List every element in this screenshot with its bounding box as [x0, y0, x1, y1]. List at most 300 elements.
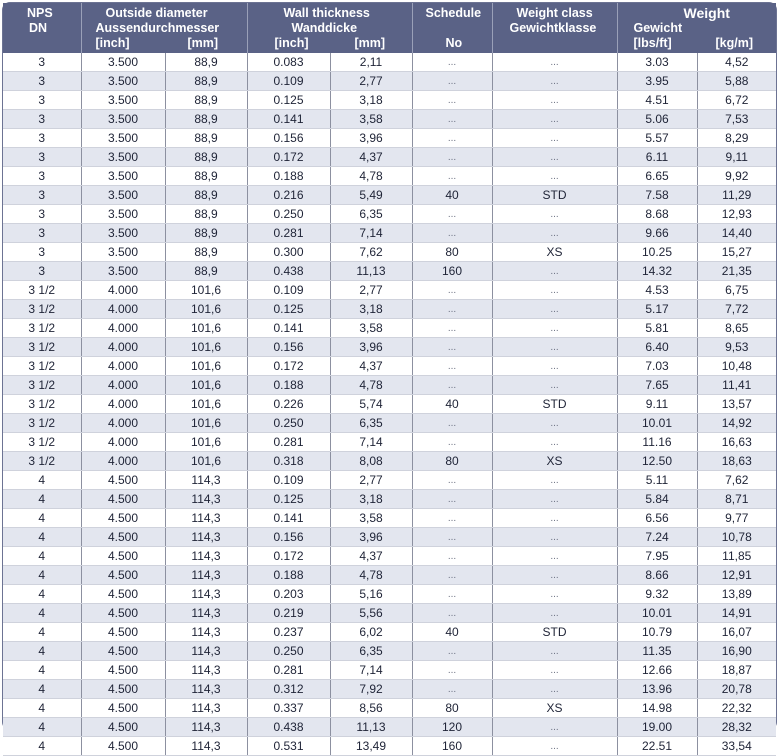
- cell-weight-class: ...: [492, 566, 617, 585]
- cell-weight-class: XS: [492, 452, 617, 471]
- table-row: [3, 680, 776, 699]
- cell-nps: 4: [3, 585, 81, 604]
- cell-weight-lbs-ft: 4.51: [617, 91, 697, 110]
- cell-weight-kg-m: 13,89: [697, 585, 776, 604]
- header-wt-inch: [inch]: [274, 36, 309, 50]
- cell-weight-class: ...: [492, 528, 617, 547]
- cell-wt-mm: 4,78: [330, 566, 412, 585]
- cell-wt-inch: 0.281: [247, 661, 330, 680]
- cell-schedule: ...: [412, 91, 492, 110]
- cell-nps: 4: [3, 737, 81, 756]
- cell-od-inch: 4.000: [81, 395, 165, 414]
- cell-wt-inch: 0.300: [247, 243, 330, 262]
- cell-od-inch: 4.500: [81, 471, 165, 490]
- cell-od-inch: 4.000: [81, 281, 165, 300]
- cell-weight-kg-m: 5,88: [697, 72, 776, 91]
- cell-wt-mm: 3,96: [330, 129, 412, 148]
- cell-wt-mm: 8,56: [330, 699, 412, 718]
- cell-nps: 3: [3, 110, 81, 129]
- cell-weight-kg-m: 8,71: [697, 490, 776, 509]
- cell-weight-class: ...: [492, 414, 617, 433]
- cell-schedule: ...: [412, 604, 492, 623]
- cell-schedule: ...: [412, 53, 492, 72]
- cell-nps: 4: [3, 490, 81, 509]
- cell-wt-mm: 3,58: [330, 319, 412, 338]
- cell-od-mm: 114,3: [165, 509, 247, 528]
- cell-od-inch: 4.500: [81, 661, 165, 680]
- cell-od-mm: 101,6: [165, 433, 247, 452]
- cell-nps: 4: [3, 566, 81, 585]
- cell-nps: 4: [3, 528, 81, 547]
- cell-wt-mm: 6,02: [330, 623, 412, 642]
- cell-schedule: ...: [412, 319, 492, 338]
- cell-weight-class: ...: [492, 509, 617, 528]
- cell-wt-mm: 7,14: [330, 224, 412, 243]
- cell-wt-inch: 0.237: [247, 623, 330, 642]
- cell-weight-class: ...: [492, 91, 617, 110]
- cell-schedule: ...: [412, 338, 492, 357]
- table-row: [3, 528, 776, 547]
- cell-weight-class: ...: [492, 281, 617, 300]
- cell-weight-kg-m: 9,11: [697, 148, 776, 167]
- cell-weight-class: STD: [492, 186, 617, 205]
- header-dn: DN: [29, 21, 48, 35]
- cell-weight-class: ...: [492, 53, 617, 72]
- cell-schedule: ...: [412, 110, 492, 129]
- header-schedule: [412, 3, 492, 53]
- cell-od-inch: 3.500: [81, 148, 165, 167]
- cell-wt-mm: 4,37: [330, 547, 412, 566]
- cell-schedule: ...: [412, 72, 492, 91]
- table-row: [3, 167, 776, 186]
- cell-od-inch: 3.500: [81, 224, 165, 243]
- cell-od-inch: 4.500: [81, 680, 165, 699]
- table-row: [3, 699, 776, 718]
- cell-od-mm: 114,3: [165, 642, 247, 661]
- cell-schedule: ...: [412, 376, 492, 395]
- cell-weight-kg-m: 6,72: [697, 91, 776, 110]
- cell-weight-kg-m: 18,87: [697, 661, 776, 680]
- cell-weight-class: ...: [492, 262, 617, 281]
- table-row: [3, 110, 776, 129]
- cell-schedule: ...: [412, 566, 492, 585]
- table-row: [3, 433, 776, 452]
- cell-nps: 4: [3, 604, 81, 623]
- cell-wt-inch: 0.141: [247, 110, 330, 129]
- cell-schedule: ...: [412, 433, 492, 452]
- cell-wt-inch: 0.188: [247, 376, 330, 395]
- cell-weight-kg-m: 7,62: [697, 471, 776, 490]
- cell-wt-mm: 7,92: [330, 680, 412, 699]
- cell-od-mm: 88,9: [165, 262, 247, 281]
- cell-weight-lbs-ft: 14.32: [617, 262, 697, 281]
- cell-od-mm: 88,9: [165, 205, 247, 224]
- cell-weight-lbs-ft: 7.95: [617, 547, 697, 566]
- cell-od-mm: 88,9: [165, 91, 247, 110]
- header-w-de: Gewicht: [633, 21, 683, 35]
- cell-nps: 3 1/2: [3, 452, 81, 471]
- table-row: [3, 566, 776, 585]
- table-row: [3, 471, 776, 490]
- cell-schedule: ...: [412, 585, 492, 604]
- cell-od-mm: 114,3: [165, 528, 247, 547]
- header-od-de: Aussendurchmesser: [95, 21, 220, 35]
- cell-od-inch: 3.500: [81, 53, 165, 72]
- cell-nps: 3: [3, 53, 81, 72]
- cell-od-inch: 3.500: [81, 262, 165, 281]
- cell-weight-class: ...: [492, 661, 617, 680]
- cell-weight-lbs-ft: 5.81: [617, 319, 697, 338]
- table-row: [3, 53, 776, 72]
- table-row: [3, 604, 776, 623]
- cell-od-inch: 4.000: [81, 357, 165, 376]
- cell-weight-kg-m: 9,92: [697, 167, 776, 186]
- cell-weight-lbs-ft: 7.58: [617, 186, 697, 205]
- cell-weight-lbs-ft: 5.17: [617, 300, 697, 319]
- cell-weight-class: ...: [492, 433, 617, 452]
- table-row: [3, 357, 776, 376]
- cell-od-inch: 3.500: [81, 129, 165, 148]
- cell-weight-kg-m: 12,91: [697, 566, 776, 585]
- cell-weight-lbs-ft: 10.01: [617, 414, 697, 433]
- cell-wt-inch: 0.188: [247, 167, 330, 186]
- cell-schedule: ...: [412, 300, 492, 319]
- cell-od-mm: 114,3: [165, 490, 247, 509]
- cell-od-inch: 4.500: [81, 623, 165, 642]
- cell-weight-class: ...: [492, 547, 617, 566]
- cell-schedule: 160: [412, 737, 492, 756]
- cell-od-inch: 4.500: [81, 737, 165, 756]
- cell-wt-inch: 0.172: [247, 148, 330, 167]
- cell-weight-kg-m: 11,29: [697, 186, 776, 205]
- cell-weight-class: ...: [492, 300, 617, 319]
- cell-weight-kg-m: 9,77: [697, 509, 776, 528]
- cell-od-inch: 4.500: [81, 642, 165, 661]
- table-row: [3, 91, 776, 110]
- cell-weight-lbs-ft: 19.00: [617, 718, 697, 737]
- cell-wt-inch: 0.281: [247, 433, 330, 452]
- cell-nps: 3 1/2: [3, 281, 81, 300]
- cell-weight-lbs-ft: 8.66: [617, 566, 697, 585]
- table-row: [3, 148, 776, 167]
- cell-weight-lbs-ft: 6.65: [617, 167, 697, 186]
- cell-weight-kg-m: 11,41: [697, 376, 776, 395]
- cell-weight-lbs-ft: 6.40: [617, 338, 697, 357]
- table-row: [3, 224, 776, 243]
- header-outside-diameter: [81, 3, 247, 53]
- cell-wt-mm: 7,62: [330, 243, 412, 262]
- cell-schedule: ...: [412, 642, 492, 661]
- cell-schedule: 80: [412, 452, 492, 471]
- cell-schedule: ...: [412, 661, 492, 680]
- header-weight-class: [492, 3, 617, 53]
- cell-wt-inch: 0.109: [247, 281, 330, 300]
- header-wall-thickness: [247, 3, 412, 53]
- cell-wt-mm: 5,74: [330, 395, 412, 414]
- cell-weight-lbs-ft: 5.57: [617, 129, 697, 148]
- cell-od-inch: 4.500: [81, 490, 165, 509]
- cell-weight-class: XS: [492, 243, 617, 262]
- cell-weight-class: ...: [492, 129, 617, 148]
- cell-weight-class: ...: [492, 224, 617, 243]
- cell-weight-kg-m: 10,78: [697, 528, 776, 547]
- cell-wt-mm: 3,96: [330, 528, 412, 547]
- cell-nps: 4: [3, 718, 81, 737]
- cell-wt-inch: 0.109: [247, 471, 330, 490]
- cell-weight-lbs-ft: 7.03: [617, 357, 697, 376]
- cell-schedule: ...: [412, 205, 492, 224]
- cell-od-mm: 114,3: [165, 661, 247, 680]
- cell-nps: 4: [3, 661, 81, 680]
- cell-weight-lbs-ft: 7.24: [617, 528, 697, 547]
- cell-weight-kg-m: 14,91: [697, 604, 776, 623]
- cell-wt-mm: 3,18: [330, 300, 412, 319]
- header-schedule-no: No: [445, 36, 463, 50]
- table-row: [3, 281, 776, 300]
- table-row: [3, 186, 776, 205]
- cell-weight-class: ...: [492, 205, 617, 224]
- cell-weight-kg-m: 16,90: [697, 642, 776, 661]
- cell-schedule: 80: [412, 243, 492, 262]
- cell-wt-mm: 4,78: [330, 376, 412, 395]
- cell-weight-class: ...: [492, 642, 617, 661]
- cell-od-mm: 114,3: [165, 680, 247, 699]
- cell-schedule: 40: [412, 186, 492, 205]
- cell-od-mm: 101,6: [165, 338, 247, 357]
- cell-od-mm: 88,9: [165, 224, 247, 243]
- table-row: [3, 642, 776, 661]
- cell-nps: 3 1/2: [3, 433, 81, 452]
- table-row: [3, 414, 776, 433]
- cell-weight-kg-m: 15,27: [697, 243, 776, 262]
- pipe-dimension-table-frame: [2, 2, 777, 753]
- cell-wt-mm: 3,18: [330, 91, 412, 110]
- cell-weight-class: ...: [492, 585, 617, 604]
- cell-weight-lbs-ft: 4.53: [617, 281, 697, 300]
- cell-weight-class: ...: [492, 604, 617, 623]
- cell-od-mm: 101,6: [165, 281, 247, 300]
- cell-weight-class: ...: [492, 718, 617, 737]
- cell-nps: 3: [3, 129, 81, 148]
- cell-weight-kg-m: 16,63: [697, 433, 776, 452]
- table-row: [3, 509, 776, 528]
- cell-weight-class: ...: [492, 737, 617, 756]
- cell-wt-mm: 7,14: [330, 433, 412, 452]
- cell-od-inch: 3.500: [81, 110, 165, 129]
- cell-nps: 3 1/2: [3, 395, 81, 414]
- cell-wt-inch: 0.226: [247, 395, 330, 414]
- cell-nps: 3: [3, 91, 81, 110]
- cell-wt-mm: 5,49: [330, 186, 412, 205]
- cell-schedule: ...: [412, 680, 492, 699]
- cell-wt-mm: 4,78: [330, 167, 412, 186]
- cell-schedule: ...: [412, 547, 492, 566]
- cell-schedule: 120: [412, 718, 492, 737]
- cell-wt-inch: 0.125: [247, 490, 330, 509]
- cell-weight-class: STD: [492, 623, 617, 642]
- table-row: [3, 129, 776, 148]
- cell-wt-inch: 0.250: [247, 414, 330, 433]
- cell-schedule: 40: [412, 623, 492, 642]
- cell-nps: 3 1/2: [3, 319, 81, 338]
- cell-nps: 3 1/2: [3, 357, 81, 376]
- cell-schedule: ...: [412, 471, 492, 490]
- cell-od-inch: 4.000: [81, 452, 165, 471]
- cell-wt-mm: 13,49: [330, 737, 412, 756]
- cell-wt-mm: 2,77: [330, 72, 412, 91]
- cell-od-mm: 114,3: [165, 718, 247, 737]
- cell-wt-mm: 3,18: [330, 490, 412, 509]
- cell-od-mm: 88,9: [165, 53, 247, 72]
- cell-nps: 3 1/2: [3, 414, 81, 433]
- cell-wt-inch: 0.250: [247, 642, 330, 661]
- cell-wt-inch: 0.250: [247, 205, 330, 224]
- cell-wt-inch: 0.438: [247, 718, 330, 737]
- table-row: [3, 319, 776, 338]
- table-row: [3, 243, 776, 262]
- cell-weight-lbs-ft: 10.25: [617, 243, 697, 262]
- cell-schedule: ...: [412, 167, 492, 186]
- cell-wt-inch: 0.156: [247, 129, 330, 148]
- table-body: [3, 53, 776, 756]
- cell-od-mm: 88,9: [165, 72, 247, 91]
- cell-od-inch: 4.000: [81, 338, 165, 357]
- cell-nps: 3: [3, 148, 81, 167]
- cell-weight-class: ...: [492, 490, 617, 509]
- cell-od-inch: 4.500: [81, 547, 165, 566]
- cell-weight-class: ...: [492, 110, 617, 129]
- cell-weight-lbs-ft: 13.96: [617, 680, 697, 699]
- cell-weight-lbs-ft: 9.11: [617, 395, 697, 414]
- cell-schedule: ...: [412, 357, 492, 376]
- cell-weight-kg-m: 8,65: [697, 319, 776, 338]
- cell-schedule: 160: [412, 262, 492, 281]
- cell-weight-kg-m: 7,72: [697, 300, 776, 319]
- cell-wt-inch: 0.531: [247, 737, 330, 756]
- cell-weight-class: ...: [492, 376, 617, 395]
- cell-od-inch: 4.500: [81, 585, 165, 604]
- cell-od-mm: 101,6: [165, 395, 247, 414]
- cell-weight-class: ...: [492, 471, 617, 490]
- table-row: [3, 262, 776, 281]
- cell-od-inch: 4.500: [81, 699, 165, 718]
- cell-od-mm: 88,9: [165, 186, 247, 205]
- cell-nps: 4: [3, 471, 81, 490]
- header-wt-de: Wanddicke: [291, 21, 358, 35]
- cell-od-inch: 4.500: [81, 528, 165, 547]
- cell-nps: 4: [3, 623, 81, 642]
- cell-nps: 4: [3, 547, 81, 566]
- cell-weight-kg-m: 12,93: [697, 205, 776, 224]
- cell-weight-lbs-ft: 22.51: [617, 737, 697, 756]
- cell-od-inch: 4.000: [81, 300, 165, 319]
- cell-wt-inch: 0.156: [247, 528, 330, 547]
- cell-nps: 4: [3, 699, 81, 718]
- cell-od-inch: 3.500: [81, 205, 165, 224]
- cell-od-inch: 4.500: [81, 604, 165, 623]
- cell-wt-inch: 0.216: [247, 186, 330, 205]
- header-schedule-label: Schedule: [425, 6, 482, 20]
- cell-wt-mm: 3,96: [330, 338, 412, 357]
- header-wt-en: Wall thickness: [283, 6, 370, 20]
- cell-wt-inch: 0.312: [247, 680, 330, 699]
- cell-schedule: ...: [412, 148, 492, 167]
- cell-nps: 3: [3, 205, 81, 224]
- cell-weight-class: XS: [492, 699, 617, 718]
- cell-wt-mm: 6,35: [330, 205, 412, 224]
- header-w-en: Weight: [683, 5, 730, 21]
- cell-wt-inch: 0.188: [247, 566, 330, 585]
- cell-wt-inch: 0.109: [247, 72, 330, 91]
- header-od-mm: [mm]: [187, 36, 219, 50]
- table-row: [3, 205, 776, 224]
- cell-wt-inch: 0.219: [247, 604, 330, 623]
- cell-wt-inch: 0.337: [247, 699, 330, 718]
- cell-nps: 4: [3, 509, 81, 528]
- cell-wt-mm: 2,77: [330, 471, 412, 490]
- header-od-inch: [inch]: [95, 36, 130, 50]
- cell-schedule: ...: [412, 528, 492, 547]
- cell-weight-kg-m: 14,40: [697, 224, 776, 243]
- table-row: [3, 395, 776, 414]
- cell-od-mm: 88,9: [165, 148, 247, 167]
- cell-schedule: ...: [412, 281, 492, 300]
- header-wt-mm: [mm]: [354, 36, 386, 50]
- table-row: [3, 737, 776, 756]
- cell-wt-mm: 6,35: [330, 642, 412, 661]
- cell-od-mm: 101,6: [165, 319, 247, 338]
- cell-od-mm: 114,3: [165, 547, 247, 566]
- cell-nps: 4: [3, 642, 81, 661]
- cell-wt-inch: 0.141: [247, 509, 330, 528]
- table-row: [3, 376, 776, 395]
- cell-wt-mm: 4,37: [330, 357, 412, 376]
- cell-od-inch: 4.000: [81, 433, 165, 452]
- cell-schedule: ...: [412, 509, 492, 528]
- cell-wt-mm: 8,08: [330, 452, 412, 471]
- cell-schedule: 40: [412, 395, 492, 414]
- cell-weight-class: ...: [492, 680, 617, 699]
- cell-od-mm: 114,3: [165, 566, 247, 585]
- table-row: [3, 72, 776, 91]
- cell-weight-lbs-ft: 5.11: [617, 471, 697, 490]
- cell-nps: 3: [3, 262, 81, 281]
- cell-schedule: ...: [412, 490, 492, 509]
- cell-nps: 4: [3, 680, 81, 699]
- cell-schedule: ...: [412, 129, 492, 148]
- cell-od-mm: 88,9: [165, 129, 247, 148]
- cell-wt-inch: 0.125: [247, 300, 330, 319]
- cell-weight-lbs-ft: 11.35: [617, 642, 697, 661]
- cell-wt-inch: 0.318: [247, 452, 330, 471]
- cell-weight-lbs-ft: 3.03: [617, 53, 697, 72]
- cell-nps: 3: [3, 186, 81, 205]
- cell-wt-mm: 2,77: [330, 281, 412, 300]
- cell-od-mm: 88,9: [165, 243, 247, 262]
- cell-weight-class: ...: [492, 72, 617, 91]
- table-row: [3, 585, 776, 604]
- cell-od-inch: 3.500: [81, 186, 165, 205]
- pipe-dimension-table: [3, 3, 776, 756]
- cell-od-inch: 3.500: [81, 72, 165, 91]
- cell-weight-kg-m: 6,75: [697, 281, 776, 300]
- cell-od-mm: 114,3: [165, 737, 247, 756]
- cell-weight-lbs-ft: 9.32: [617, 585, 697, 604]
- cell-od-mm: 114,3: [165, 623, 247, 642]
- cell-weight-kg-m: 10,48: [697, 357, 776, 376]
- cell-weight-class: ...: [492, 167, 617, 186]
- cell-weight-kg-m: 28,32: [697, 718, 776, 737]
